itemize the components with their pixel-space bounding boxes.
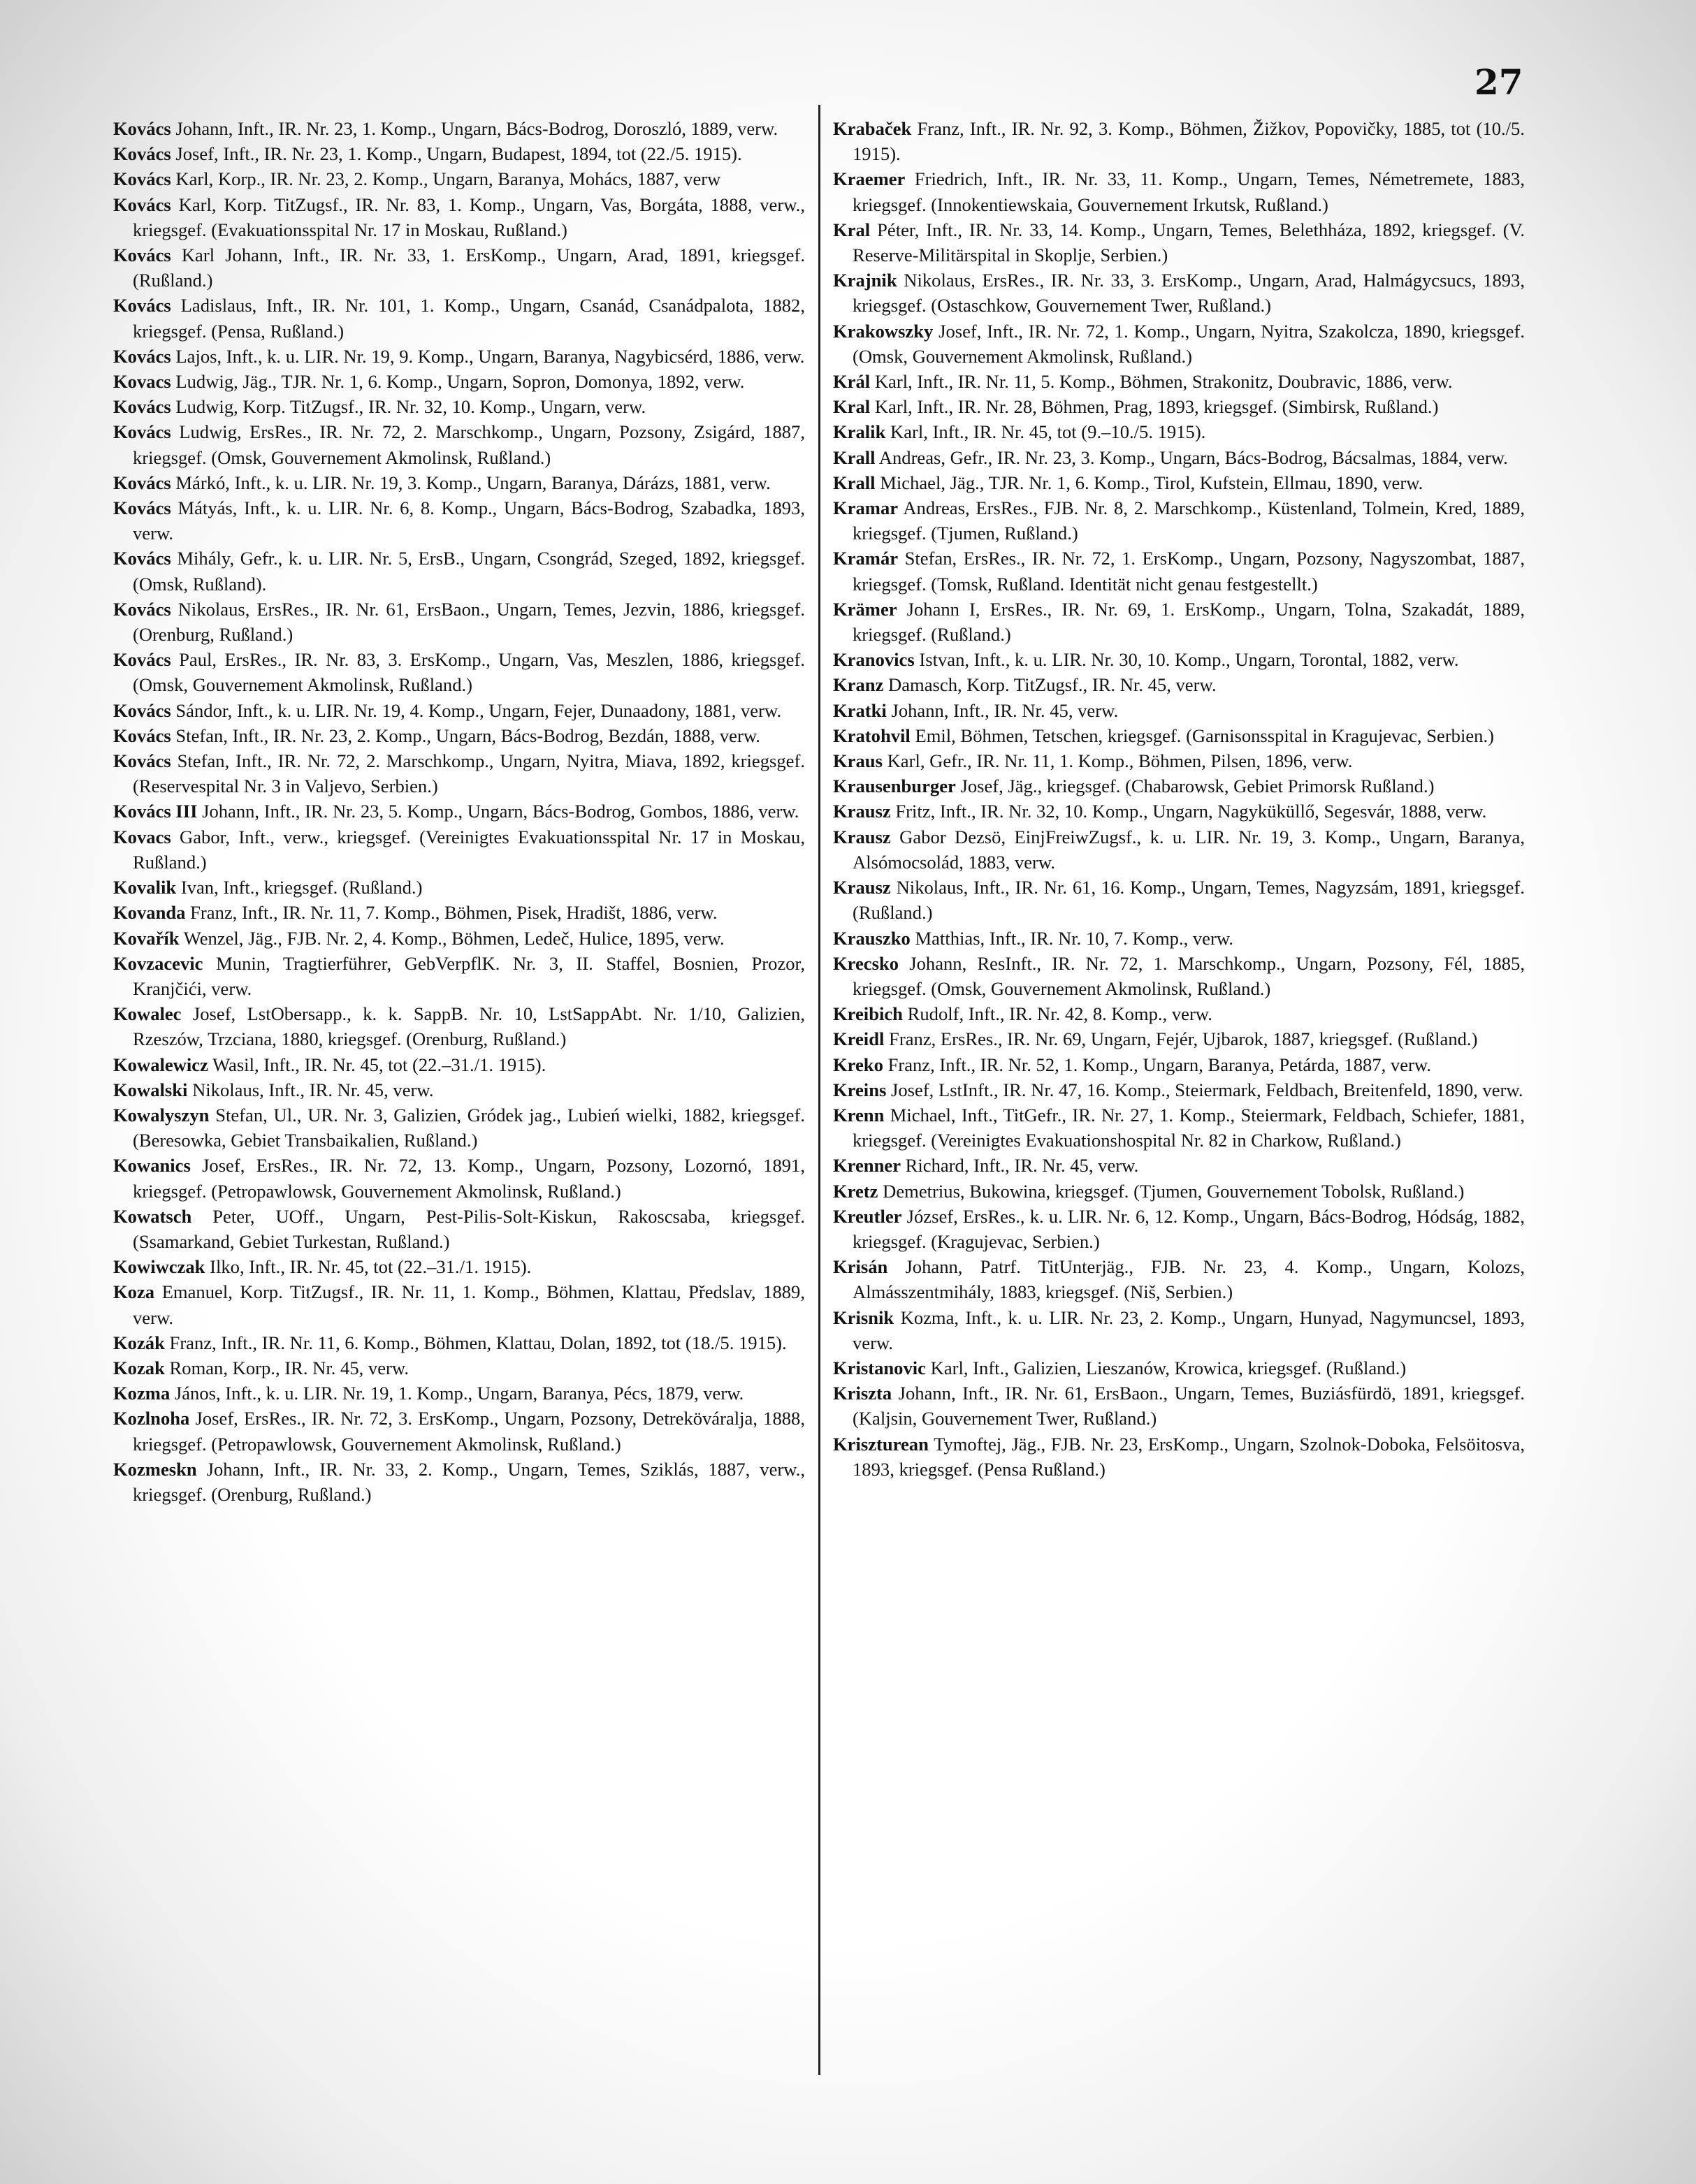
entry-details: Ludwig, Korp. TitZugsf., IR. Nr. 32, 10. Komp., Ungarn, verw. [175,396,646,418]
register-entry [833,951,1525,1001]
register-entry [113,1052,805,1077]
entry-surname: Krall [833,472,876,493]
entry-details: Josef, ErsRes., IR. Nr. 72, 3. ErsKomp., Ungarn, Pozsony, Detreköváralja, 1888, kriegsgef. (Petropawlowsk, Gouvernement Akmolinsk, Rußland.) [133,1408,805,1455]
entry-surname: Kranz [833,674,884,696]
entry-surname: Kovács [113,649,171,671]
register-entry [113,597,805,647]
entry-surname: Král [833,371,871,393]
entry-details: Péter, Inft., IR. Nr. 33, 14. Komp., Ungarn, Temes, Belethháza, 1892, kriegsgef. (V. Reserve-Militärspital in Skoplje, Serbien.) [853,219,1525,266]
entry-details: Ladislaus, Inft., IR. Nr. 101, 1. Komp., Ungarn, Csanád, Csanádpalota, 1882, kriegsgef. (Pensa, Rußland.) [133,295,806,342]
entry-surname: Krausenburger [833,776,956,797]
column-divider [818,105,820,2075]
entry-details: Josef, Jäg., kriegsgef. (Chabarowsk, Gebiet Primorsk Rußland.) [960,776,1435,797]
entry-details: Josef, ErsRes., IR. Nr. 72, 13. Komp., Ungarn, Pozsony, Lozornó, 1891, kriegsgef. (Petropawlowsk, Gouvernement Akmolinsk, Rußland.) [133,1155,805,1202]
entry-details: Josef, Inft., IR. Nr. 72, 1. Komp., Ungarn, Nyitra, Szakolcza, 1890, kriegsgef. (Omsk, Gouvernement Akmolinsk, Rußland.) [853,320,1525,367]
right-column [833,116,1525,1482]
entry-surname: Krenner [833,1155,901,1177]
entry-details: Wasil, Inft., IR. Nr. 45, tot (22.–31./1. 1915). [212,1054,546,1075]
entry-surname: Kovács [113,168,171,190]
entry-details: Michael, Inft., TitGefr., IR. Nr. 27, 1. Komp., Steiermark, Feldbach, Schiefer, 1881, kriegsgef. (Vereinigtes Evakuationshospital Nr. 82 in Charkow, Rußland.) [853,1104,1525,1151]
entry-details: Karl Johann, Inft., IR. Nr. 33, 1. ErsKomp., Ungarn, Arad, 1891, kriegsgef. (Rußland.) [133,245,805,291]
entry-details: Andreas, Gefr., IR. Nr. 23, 3. Komp., Ungarn, Bács-Bodrog, Bácsalmas, 1884, verw. [878,446,1508,468]
register-entry [113,951,805,1001]
register-entry [833,647,1525,672]
entry-details: Gabor, Inft., verw., kriegsgef. (Vereinigtes Evakuationsspital Nr. 17 in Moskau, Rußland.) [133,826,805,873]
register-entry [833,166,1525,217]
register-entry [833,723,1525,748]
register-entry [113,799,805,824]
entry-surname: Kovařík [113,927,180,949]
register-entry [833,1179,1525,1204]
entry-details: Paul, ErsRes., IR. Nr. 83, 3. ErsKomp., Ungarn, Vas, Meszlen, 1886, kriegsgef. (Omsk, Gouvernement Akmolinsk, Rußland.) [133,649,805,696]
entry-details: Roman, Korp., IR. Nr. 45, verw. [169,1357,409,1378]
entry-details: Peter, UOff., Ungarn, Pest-Pilis-Solt-Kiskun, Rakoscsaba, kriegsgef. (Ssamarkand, Gebiet Turkestan, Rußland.) [133,1205,805,1252]
entry-surname: Kovács [113,194,171,215]
entry-surname: Kreibich [833,1003,903,1025]
entry-surname: Kriszturean [833,1433,929,1455]
entry-details: Johann, Patrf. TitUnterjäg., FJB. Nr. 23, 4. Komp., Ungarn, Kolozs, Almásszentmihály, 1883, kriegsgef. (Niš, Serbien.) [853,1256,1525,1303]
entry-details: Lajos, Inft., k. u. LIR. Nr. 19, 9. Komp., Ungarn, Baranya, Nagybicsérd, 1886, verw. [175,345,805,367]
entry-details: Istvan, Inft., k. u. LIR. Nr. 30, 10. Komp., Ungarn, Torontal, 1882, verw. [919,649,1459,671]
register-entry [833,217,1525,268]
entry-surname: Kovács [113,421,171,443]
entry-surname: Krauszko [833,927,911,949]
entry-surname: Kowalec [113,1003,182,1025]
entry-surname: Krall [833,446,876,468]
register-entry [833,1052,1525,1077]
register-entry [833,546,1525,596]
entry-details: Rudolf, Inft., IR. Nr. 42, 8. Komp., verw. [907,1003,1212,1025]
register-entry [113,824,805,875]
register-entry [833,1432,1525,1482]
register-entry [833,1305,1525,1355]
register-entry [113,1406,805,1456]
entry-details: Franz, Inft., IR. Nr. 11, 7. Komp., Böhmen, Pisek, Hradišt, 1886, verw. [190,902,718,924]
register-entry [113,1254,805,1279]
entry-details: Karl, Inft., IR. Nr. 45, tot (9.–10./5. 1915). [890,421,1206,443]
entry-surname: Krisán [833,1256,888,1278]
register-entry [113,1077,805,1102]
entry-surname: Krenn [833,1104,885,1126]
entry-details: Emanuel, Korp. TitZugsf., IR. Nr. 11, 1. Komp., Böhmen, Klattau, Předslav, 1889, verw. [133,1281,805,1328]
entry-surname: Kral [833,396,871,418]
entry-details: Sándor, Inft., k. u. LIR. Nr. 19, 4. Komp., Ungarn, Fejer, Dunaadony, 1881, verw. [175,699,782,721]
entry-surname: Kovács [113,548,171,569]
register-entry [833,748,1525,773]
entry-surname: Kovács [113,143,171,165]
entry-surname: Kozmeskn [113,1458,197,1480]
entry-details: Johann I, ErsRes., IR. Nr. 69, 1. ErsKomp., Ungarn, Tolna, Szakadát, 1889, kriegsgef. (Rußland.) [853,598,1525,646]
entry-surname: Kretz [833,1180,878,1202]
register-entry [113,926,805,951]
entry-surname: Kranovics [833,649,915,671]
register-entry [833,926,1525,951]
register-entry [113,166,805,191]
entry-details: Richard, Inft., IR. Nr. 45, verw. [905,1155,1139,1177]
entry-details: Márkó, Inft., k. u. LIR. Nr. 19, 3. Komp., Ungarn, Baranya, Dárázs, 1881, verw. [175,472,771,493]
entry-surname: Kovacs [113,826,171,847]
register-entry [113,546,805,596]
register-entry [833,1381,1525,1431]
register-entry [113,1153,805,1203]
entry-surname: Krausz [833,801,891,822]
entry-surname: Kowatsch [113,1205,192,1227]
register-entry [113,1330,805,1355]
register-entry [113,647,805,697]
register-entry [113,369,805,394]
entry-details: Franz, ErsRes., IR. Nr. 69, Ungarn, Fejér, Ujbarok, 1887, kriegsgef. (Rußland.) [889,1028,1478,1050]
entry-details: Josef, LstObersapp., k. k. SappB. Nr. 10, LstSappAbt. Nr. 1/10, Galizien, Rzeszów, Trzciana, 1880, kriegsgef. (Orenburg, Rußland.) [133,1003,805,1050]
entry-details: Karl, Gefr., IR. Nr. 11, 1. Komp., Böhmen, Pilsen, 1896, verw. [887,750,1353,772]
entry-details: Stefan, ErsRes., IR. Nr. 72, 1. ErsKomp., Ungarn, Pozsony, Nagyszombat, 1887, kriegsgef. (Tomsk, Rußland. Identität nicht genau festgestellt.) [853,548,1525,595]
register-entry [113,1279,805,1330]
register-entry [113,192,805,242]
entry-surname: Kovalik [113,877,177,898]
register-entry [113,1457,805,1507]
entry-surname: Kramár [833,548,899,569]
register-entry [113,1001,805,1051]
register-entry [113,242,805,293]
entry-surname: Kristanovic [833,1357,926,1378]
entry-surname: Kovács III [113,801,198,822]
entry-surname: Kovács [113,598,171,620]
register-entry [113,141,805,166]
entry-surname: Koza [113,1281,155,1303]
entry-surname: Kovanda [113,902,186,924]
entry-surname: Kovács [113,725,171,746]
entry-details: Wenzel, Jäg., FJB. Nr. 2, 4. Komp., Böhmen, Ledeč, Hulice, 1895, verw. [183,927,725,949]
register-entry [113,1204,805,1254]
register-entry [833,394,1525,419]
register-entry [833,1077,1525,1102]
entry-surname: Krecsko [833,952,899,974]
entry-surname: Kovacs [113,371,171,393]
entry-details: Johann, Inft., IR. Nr. 23, 5. Komp., Ungarn, Bács-Bodrog, Gombos, 1886, verw. [202,801,799,822]
entry-surname: Kovács [113,396,171,418]
entry-surname: Krabaček [833,118,912,139]
entry-details: Nikolaus, Inft., IR. Nr. 45, verw. [192,1079,434,1100]
entry-details: Damasch, Korp. TitZugsf., IR. Nr. 45, verw. [888,674,1217,696]
entry-surname: Kozlnoha [113,1408,190,1429]
entry-surname: Kratohvil [833,725,911,746]
register-entry [113,900,805,925]
entry-details: Johann, Inft., IR. Nr. 23, 1. Komp., Ungarn, Bács-Bodrog, Doroszló, 1889, verw. [175,118,778,139]
entry-surname: Krausz [833,826,891,847]
entry-surname: Krajnik [833,270,897,291]
register-entry [833,1102,1525,1153]
register-entry [113,116,805,141]
entry-surname: Kowalski [113,1079,188,1100]
register-entry [113,495,805,546]
page-number: 27 [1474,61,1523,103]
entry-details: Karl, Inft., IR. Nr. 11, 5. Komp., Böhmen, Strakonitz, Doubravic, 1886, verw. [874,371,1453,393]
entry-surname: Kovács [113,497,171,519]
register-entry [113,344,805,369]
entry-surname: Kowiwczak [113,1256,205,1278]
register-entry [833,824,1525,875]
entry-surname: Kreins [833,1079,887,1100]
entry-details: Emil, Böhmen, Tetschen, kriegsgef. (Garnisonsspital in Kragujevac, Serbien.) [915,725,1494,746]
register-entry [113,698,805,723]
register-entry [833,495,1525,546]
register-entry [833,773,1525,799]
entry-details: Johann, ResInft., IR. Nr. 72, 1. Marschkomp., Ungarn, Pozsony, Fél, 1885, kriegsgef. (Omsk, Gouvernement Akmolinsk, Rußland.) [853,952,1525,999]
entry-surname: Kovács [113,472,171,493]
entry-surname: Kovács [113,699,171,721]
register-entry [113,875,805,900]
entry-details: Gabor Dezsö, EinjFreiwZugsf., k. u. LIR. Nr. 19, 3. Komp., Ungarn, Baranya, Alsómocsolád, 1883, verw. [853,826,1525,873]
entry-surname: Kozak [113,1357,165,1378]
entry-surname: Krausz [833,877,891,898]
register-entry [833,319,1525,369]
entry-details: Nikolaus, Inft., IR. Nr. 61, 16. Komp., Ungarn, Temes, Nagyzsám, 1891, kriegsgef. (Rußland.) [853,877,1525,924]
entry-surname: Kovács [113,295,171,316]
register-entry [833,1254,1525,1304]
register-entry [833,1355,1525,1381]
register-entry [833,1001,1525,1026]
register-entry [833,1153,1525,1178]
entry-surname: Kratki [833,699,887,721]
register-entry [833,698,1525,723]
entry-details: Munin, Tragtierführer, GebVerpflK. Nr. 3, II. Staffel, Bosnien, Prozor, Kranjčići, verw. [133,952,805,999]
entry-surname: Kovács [113,345,171,367]
entry-surname: Kral [833,219,871,240]
register-entry [113,723,805,748]
entry-details: Kozma, Inft., k. u. LIR. Nr. 23, 2. Komp., Ungarn, Hunyad, Nagymuncsel, 1893, verw. [853,1306,1525,1353]
register-entry [833,799,1525,824]
register-entry [833,470,1525,495]
entry-details: Andreas, ErsRes., FJB. Nr. 8, 2. Marschkomp., Küstenland, Tolmein, Kred, 1889, kriegsgef. (Tjumen, Rußland.) [853,497,1525,544]
entry-surname: Kreutler [833,1205,902,1227]
entry-details: Johann, Inft., IR. Nr. 33, 2. Komp., Ungarn, Temes, Sziklás, 1887, verw., kriegsgef. (Orenburg, Rußland.) [133,1458,805,1505]
entry-details: Mihály, Gefr., k. u. LIR. Nr. 5, ErsB., Ungarn, Csongrád, Szeged, 1892, kriegsgef. (Omsk, Rußland). [133,548,805,595]
entry-details: Mátyás, Inft., k. u. LIR. Nr. 6, 8. Komp., Ungarn, Bács-Bodrog, Szabadka, 1893, verw. [133,497,806,544]
register-entry [113,470,805,495]
register-entry [113,1355,805,1381]
entry-details: Stefan, Inft., IR. Nr. 72, 2. Marschkomp., Ungarn, Nyitra, Miava, 1892, kriegsgef. (Reservespital Nr. 3 in Valjevo, Serbien.) [133,750,805,797]
register-entry [113,394,805,419]
entry-details: Karl, Korp. TitZugsf., IR. Nr. 83, 1. Komp., Ungarn, Vas, Borgáta, 1888, verw., kriegsgef. (Evakuationsspital Nr. 17 in Moskau, Rußland.) [133,194,805,240]
entry-surname: Kreko [833,1054,883,1075]
entry-surname: Kraus [833,750,883,772]
register-entry [833,597,1525,647]
entry-details: Karl, Inft., IR. Nr. 28, Böhmen, Prag, 1893, kriegsgef. (Simbirsk, Rußland.) [874,396,1439,418]
entry-details: Franz, Inft., IR. Nr. 11, 6. Komp., Böhmen, Klattau, Dolan, 1892, tot (18./5. 1915). [169,1332,787,1353]
entry-details: Demetrius, Bukowina, kriegsgef. (Tjumen, Gouvernement Tobolsk, Rußland.) [883,1180,1465,1202]
entry-surname: Kowalewicz [113,1054,208,1075]
register-entry [833,369,1525,394]
register-entry [833,445,1525,470]
register-entry [113,1381,805,1406]
entry-surname: Kreidl [833,1028,885,1050]
entry-surname: Kovács [113,118,171,139]
entry-details: Franz, Inft., IR. Nr. 92, 3. Komp., Böhmen, Žižkov, Popovičky, 1885, tot (10./5. 1915). [853,118,1525,165]
register-entry [113,748,805,799]
register-entry [833,875,1525,925]
entry-details: József, ErsRes., k. u. LIR. Nr. 6, 12. Komp., Ungarn, Bács-Bodrog, Hódság, 1882, kriegsgef. (Kragujevac, Serbien.) [853,1205,1525,1252]
entry-details: Josef, LstInft., IR. Nr. 47, 16. Komp., Steiermark, Feldbach, Breitenfeld, 1890, verw. [891,1079,1523,1100]
entry-surname: Kowanics [113,1155,191,1177]
entry-details: Josef, Inft., IR. Nr. 23, 1. Komp., Ungarn, Budapest, 1894, tot (22./5. 1915). [175,143,742,165]
register-entry [833,672,1525,697]
entry-surname: Krakowszky [833,320,934,342]
entry-details: János, Inft., k. u. LIR. Nr. 19, 1. Komp., Ungarn, Baranya, Pécs, 1879, verw. [174,1383,744,1404]
entry-surname: Kowalyszyn [113,1104,210,1126]
entry-details: Stefan, Ul., UR. Nr. 3, Galizien, Gródek jag., Lubień wielki, 1882, kriegsgef. (Beresowka, Gebiet Transbaikalien, Rußland.) [133,1104,805,1151]
entry-surname: Krämer [833,598,897,620]
entry-surname: Kriszta [833,1383,892,1404]
entry-surname: Kozák [113,1332,165,1353]
entry-surname: Kovács [113,750,171,772]
register-entry [113,293,805,343]
register-entry [833,268,1525,318]
entry-surname: Kralik [833,421,886,443]
entry-details: Ludwig, Jäg., TJR. Nr. 1, 6. Komp., Ungarn, Sopron, Domonya, 1892, verw. [175,371,745,393]
register-entry [113,1102,805,1153]
entry-details: Johann, Inft., IR. Nr. 45, verw. [891,699,1119,721]
register-entry [833,116,1525,166]
entry-surname: Kovzacevic [113,952,203,974]
register-entry [833,1204,1525,1254]
entry-surname: Krisnik [833,1306,894,1328]
entry-details: Nikolaus, ErsRes., IR. Nr. 33, 3. ErsKomp., Ungarn, Arad, Halmágycsucs, 1893, kriegsgef. (Ostaschkow, Gouvernement Twer, Rußland.) [853,270,1525,316]
entry-details: Franz, Inft., IR. Nr. 52, 1. Komp., Ungarn, Baranya, Petárda, 1887, verw. [887,1054,1432,1075]
entry-details: Karl, Inft., Galizien, Lieszanów, Krowica, kriegsgef. (Rußland.) [930,1357,1407,1378]
entry-details: Tymoftej, Jäg., FJB. Nr. 23, ErsKomp., Ungarn, Szolnok-Doboka, Felsöitosva, 1893, kriegsgef. (Pensa Rußland.) [853,1433,1525,1480]
entry-surname: Kozma [113,1383,171,1404]
entry-details: Stefan, Inft., IR. Nr. 23, 2. Komp., Ungarn, Bács-Bodrog, Bezdán, 1888, verw. [175,725,760,746]
entry-details: Michael, Jäg., TJR. Nr. 1, 6. Komp., Tirol, Kufstein, Ellmau, 1890, verw. [880,472,1423,493]
left-column [113,116,805,1507]
entry-details: Fritz, Inft., IR. Nr. 32, 10. Komp., Ungarn, Nagyküküllő, Segesvár, 1888, verw. [895,801,1487,822]
register-entry [833,1026,1525,1051]
entry-details: Friedrich, Inft., IR. Nr. 33, 11. Komp., Ungarn, Temes, Németremete, 1883, kriegsgef. (Innokentiewskaia, Gouvernement Irkutsk, Rußland.) [853,168,1525,215]
entry-surname: Kovács [113,245,171,266]
entry-surname: Kraemer [833,168,906,190]
entry-details: Ilko, Inft., IR. Nr. 45, tot (22.–31./1. 1915). [210,1256,532,1278]
entry-details: Ivan, Inft., kriegsgef. (Rußland.) [180,877,423,898]
entry-details: Matthias, Inft., IR. Nr. 10, 7. Komp., verw. [915,927,1233,949]
register-entry [833,419,1525,444]
register-entry [113,419,805,469]
entry-surname: Kramar [833,497,899,519]
entry-details: Nikolaus, ErsRes., IR. Nr. 61, ErsBaon., Ungarn, Temes, Jezvin, 1886, kriegsgef. (Orenburg, Rußland.) [133,598,805,646]
entry-details: Karl, Korp., IR. Nr. 23, 2. Komp., Ungarn, Baranya, Mohács, 1887, verw [175,168,721,190]
entry-details: Ludwig, ErsRes., IR. Nr. 72, 2. Marschkomp., Ungarn, Pozsony, Zsigárd, 1887, kriegsgef. (Omsk, Gouvernement Akmolinsk, Rußland.) [133,421,805,468]
entry-details: Johann, Inft., IR. Nr. 61, ErsBaon., Ungarn, Temes, Buziásfürdö, 1891, kriegsgef. (Kaljsin, Gouvernement Twer, Rußland.) [853,1383,1525,1429]
